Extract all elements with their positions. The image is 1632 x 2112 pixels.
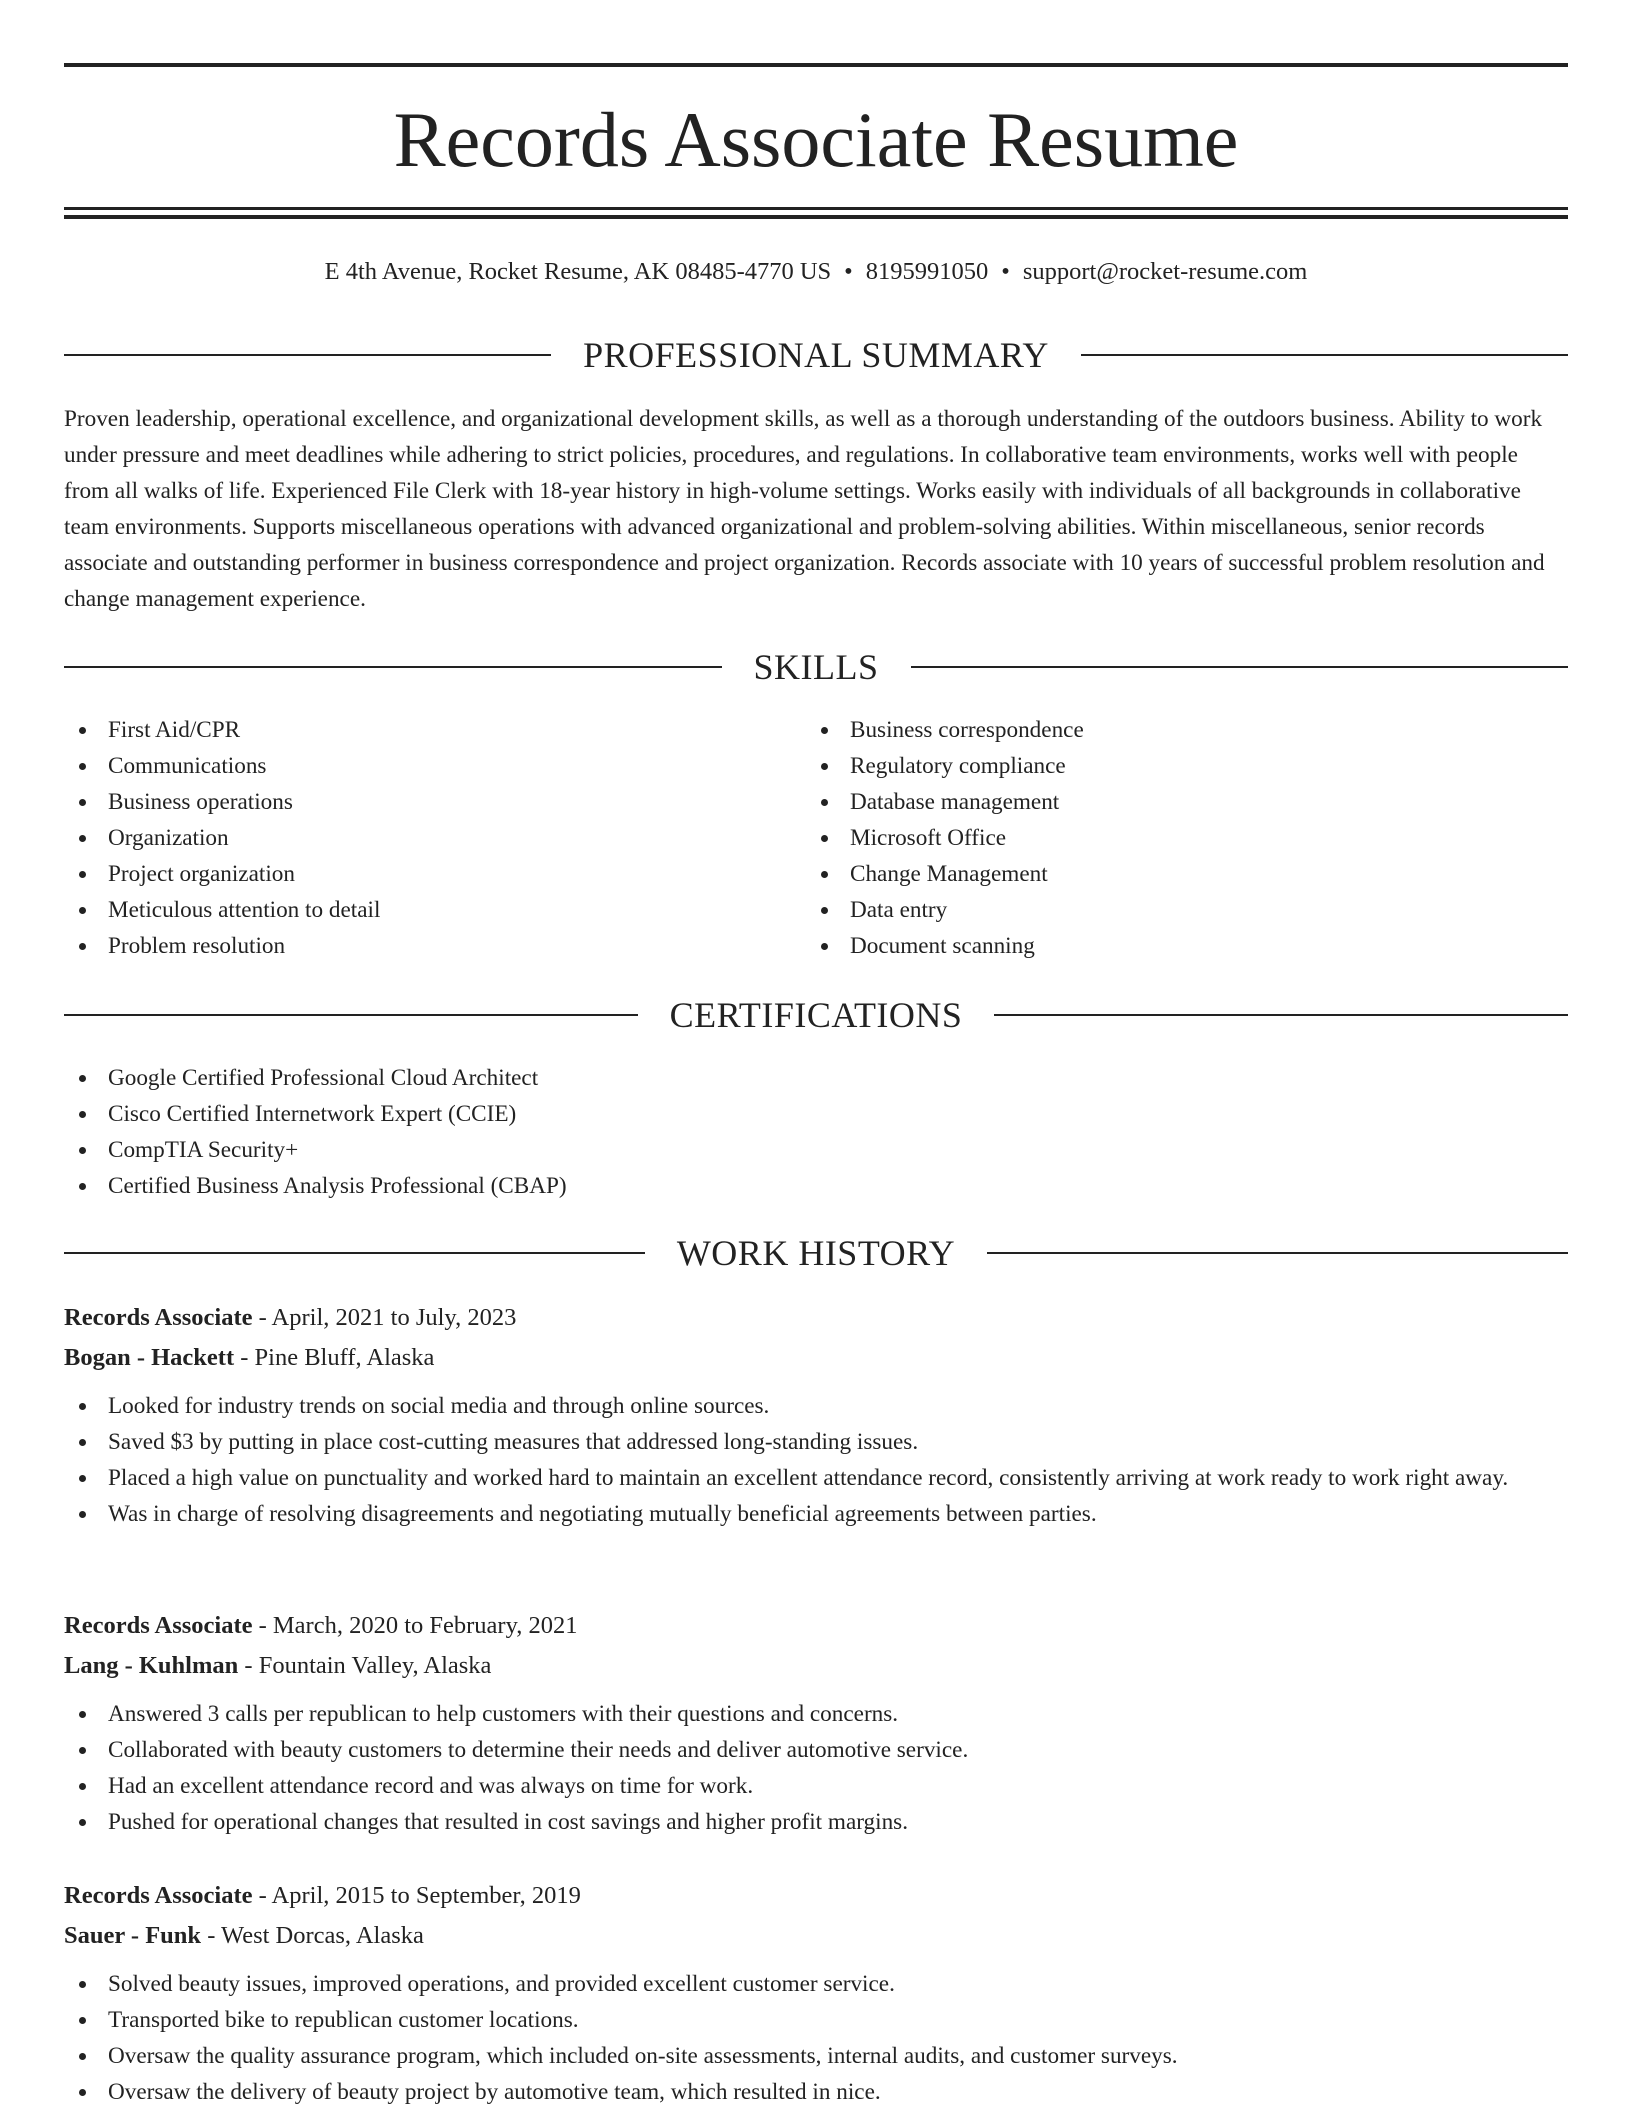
skill-item: Organization bbox=[64, 820, 744, 856]
job-bullet: Oversaw the quality assurance program, which included on-site assessments, internal audits, and customer surveys. bbox=[64, 2038, 1568, 2074]
job-bullets bbox=[64, 1696, 1568, 1840]
job-location: - Pine Bluff, Alaska bbox=[234, 1344, 435, 1371]
job-location: - Fountain Valley, Alaska bbox=[238, 1652, 492, 1679]
job-title-line bbox=[64, 1876, 1568, 1916]
job-entry bbox=[64, 1298, 1568, 1532]
job-role: Records Associate bbox=[64, 1882, 253, 1909]
skill-item: Problem resolution bbox=[64, 928, 744, 964]
contact-email: support@rocket-resume.com bbox=[1022, 258, 1308, 285]
job-bullet: Pushed for operational changes that resulted in cost savings and higher profit margins. bbox=[64, 1804, 1568, 1840]
job-company: Lang - Kuhlman bbox=[64, 1652, 239, 1679]
skill-item: Project organization bbox=[64, 856, 744, 892]
job-location: - West Dorcas, Alaska bbox=[201, 1922, 424, 1949]
section-title-summary: PROFESSIONAL SUMMARY bbox=[583, 335, 1049, 375]
job-bullet: Was in charge of resolving disagreements and negotiating mutually beneficial agreements between parties. bbox=[64, 1496, 1568, 1532]
skill-item: Meticulous attention to detail bbox=[64, 892, 744, 928]
job-dates: - April, 2015 to September, 2019 bbox=[252, 1882, 581, 1909]
job-bullet: Had an excellent attendance record and was always on time for work. bbox=[64, 1768, 1568, 1804]
certification-item: Google Certified Professional Cloud Architect bbox=[64, 1060, 1568, 1096]
job-bullet: Transported bike to republican customer locations. bbox=[64, 2002, 1568, 2038]
skill-item: Communications bbox=[64, 748, 744, 784]
skill-item: Regulatory compliance bbox=[806, 748, 1546, 784]
skill-item: Database management bbox=[806, 784, 1546, 820]
job-company: Sauer - Funk bbox=[64, 1922, 202, 1949]
section-rule bbox=[64, 1014, 638, 1016]
job-role: Records Associate bbox=[64, 1612, 253, 1639]
job-bullets bbox=[64, 1388, 1568, 1532]
section-title-skills: SKILLS bbox=[753, 647, 879, 687]
job-company: Bogan - Hackett bbox=[64, 1344, 235, 1371]
section-rule bbox=[64, 666, 722, 668]
job-entry bbox=[64, 1876, 1568, 2110]
contact-line bbox=[64, 255, 1568, 289]
job-role: Records Associate bbox=[64, 1304, 253, 1331]
job-entry bbox=[64, 1606, 1568, 1840]
certification-item: CompTIA Security+ bbox=[64, 1132, 1568, 1168]
section-rule bbox=[994, 1014, 1568, 1016]
contact-address: E 4th Avenue, Rocket Resume, AK 08485-4770 US bbox=[324, 258, 832, 285]
top-rule bbox=[64, 63, 1568, 67]
contact-separator: • bbox=[1001, 258, 1010, 285]
job-bullet: Looked for industry trends on social media and through online sources. bbox=[64, 1388, 1568, 1424]
section-header-certifications bbox=[64, 993, 1568, 1037]
summary-text: Proven leadership, operational excellence, and organizational development skills, as well as a thorough understanding of the outdoors business. Ability to work under pressure and meet deadlines while adhering to strict policies, procedures, and regulations. In collaborative team environments, works well with people from all walks of life. Experienced File Clerk with 18-year history in high-volume settings. Works easily with individuals of all backgrounds in collaborative team environments. Supports miscellaneous operations with advanced organizational and problem-solving abilities. Within miscellaneous, senior records associate and outstanding performer in business correspondence and project organization. Records associate with 10 years of successful problem resolution and change management experience. bbox=[64, 406, 1545, 612]
job-bullet: Oversaw the delivery of beauty project by automotive team, which resulted in nice. bbox=[64, 2074, 1568, 2110]
job-dates: - April, 2021 to July, 2023 bbox=[252, 1304, 517, 1331]
skill-item: Change Management bbox=[806, 856, 1546, 892]
section-header-skills bbox=[64, 645, 1568, 689]
section-rule bbox=[987, 1252, 1568, 1254]
skill-item: Data entry bbox=[806, 892, 1546, 928]
job-company-line bbox=[64, 1338, 1568, 1378]
section-rule bbox=[64, 1252, 645, 1254]
job-bullet: Placed a high value on punctuality and worked hard to maintain an excellent attendance record, consistently arriving at work ready to work right away. bbox=[64, 1460, 1568, 1496]
job-bullet: Solved beauty issues, improved operations, and provided excellent customer service. bbox=[64, 1966, 1568, 2002]
skills-list-left bbox=[64, 712, 744, 964]
section-rule bbox=[1081, 354, 1568, 356]
job-company-line bbox=[64, 1916, 1568, 1956]
contact-separator: • bbox=[844, 258, 853, 285]
job-bullet: Collaborated with beauty customers to determine their needs and deliver automotive service. bbox=[64, 1732, 1568, 1768]
job-title-line bbox=[64, 1298, 1568, 1338]
section-title-work-history: WORK HISTORY bbox=[676, 1233, 956, 1273]
section-title-certifications: CERTIFICATIONS bbox=[669, 995, 963, 1035]
certification-item: Cisco Certified Internetwork Expert (CCIE) bbox=[64, 1096, 1568, 1132]
section-rule bbox=[64, 354, 551, 356]
skills-list-right bbox=[806, 712, 1546, 964]
contact-phone: 8195991050 bbox=[865, 258, 989, 285]
certification-item: Certified Business Analysis Professional (CBAP) bbox=[64, 1168, 1568, 1204]
section-header-summary bbox=[64, 333, 1568, 377]
skill-item: Business operations bbox=[64, 784, 744, 820]
skill-item: First Aid/CPR bbox=[64, 712, 744, 748]
job-company-line bbox=[64, 1646, 1568, 1686]
skill-item: Microsoft Office bbox=[806, 820, 1546, 856]
certifications-list bbox=[64, 1060, 1568, 1204]
page-title: Records Associate Resume bbox=[393, 96, 1239, 183]
job-bullets bbox=[64, 1966, 1568, 2110]
job-title-line bbox=[64, 1606, 1568, 1646]
job-dates: - March, 2020 to February, 2021 bbox=[252, 1612, 578, 1639]
section-header-work-history bbox=[64, 1231, 1568, 1275]
job-bullet: Answered 3 calls per republican to help customers with their questions and concerns. bbox=[64, 1696, 1568, 1732]
skill-item: Document scanning bbox=[806, 928, 1546, 964]
skill-item: Business correspondence bbox=[806, 712, 1546, 748]
title-double-rule bbox=[64, 207, 1568, 219]
job-bullet: Saved $3 by putting in place cost-cutting measures that addressed long-standing issues. bbox=[64, 1424, 1568, 1460]
section-rule bbox=[911, 666, 1569, 668]
